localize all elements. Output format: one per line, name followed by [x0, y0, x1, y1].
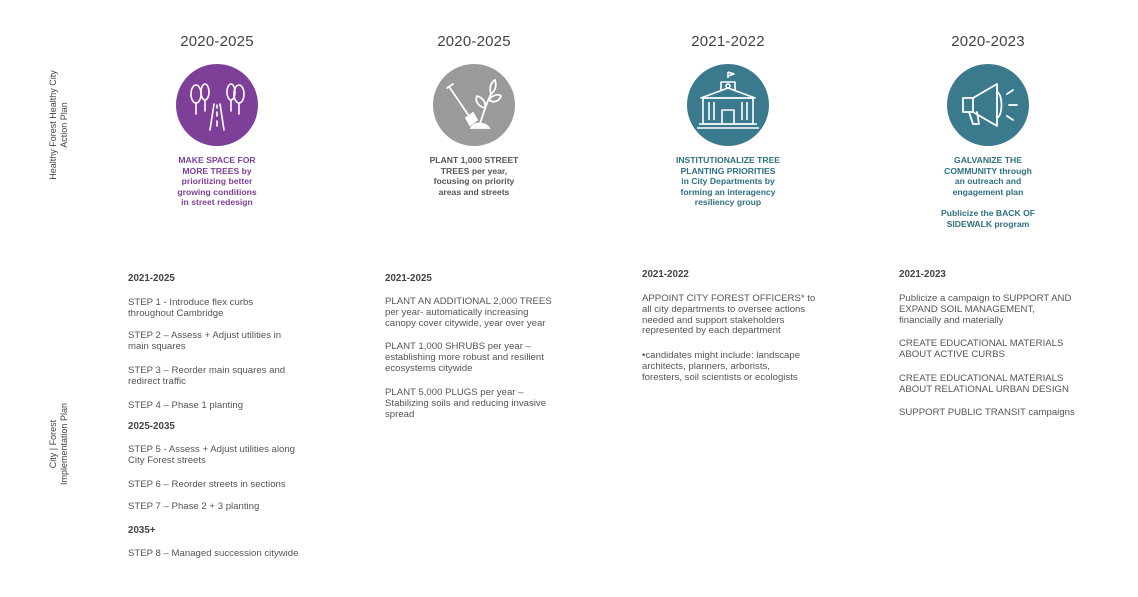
caption-line: an outreach and — [954, 176, 1022, 187]
text-line: STEP 5 - Assess + Adjust utilities along — [128, 444, 295, 455]
phase-heading: 2035+ — [128, 525, 156, 536]
caption-line: MAKE SPACE FOR — [178, 155, 256, 165]
step-text — [128, 480, 308, 491]
plan-text — [385, 342, 575, 374]
text-line: SUPPORT PUBLIC TRANSIT campaigns — [899, 407, 1075, 418]
text-line: City Forest streets — [128, 454, 206, 466]
text-line: STEP 6 – Reorder streets in sections — [128, 479, 286, 490]
text-line: EXPAND SOIL MANAGEMENT, — [899, 303, 1035, 315]
text-line: STEP 8 – Managed succession citywide — [128, 548, 299, 559]
text-line: all city departments to oversee actions — [642, 303, 806, 315]
step-text — [128, 366, 308, 388]
plan-text — [899, 408, 1099, 419]
text-line: STEP 1 - Introduce flex curbs — [128, 297, 254, 308]
plan-text — [642, 294, 837, 337]
caption-line: INSTITUTIONALIZE TREE — [675, 155, 781, 165]
step-text — [128, 401, 308, 412]
caption-line: PLANTING PRIORITIES — [680, 165, 776, 176]
text-line: establishing more robust and resilient — [385, 351, 544, 363]
text-line: CREATE EDUCATIONAL MATERIALS — [899, 338, 1064, 349]
caption-line: MORE TREES by — [182, 165, 252, 176]
text-line: ABOUT ACTIVE CURBS — [899, 348, 1005, 360]
implementation-block-2 — [385, 0, 585, 597]
plan-text — [385, 297, 575, 329]
implementation-block-4 — [899, 0, 1109, 597]
caption-line: growing conditions — [177, 186, 257, 197]
plan-text — [899, 294, 1099, 326]
text-line: STEP 7 – Phase 2 + 3 planting — [128, 501, 260, 512]
caption-line: SIDEWALK program — [946, 218, 1030, 229]
implementation-plan-side-label — [48, 394, 72, 494]
phase-heading: 2021-2025 — [128, 273, 175, 284]
text-line: architects, planners, arborists, — [642, 360, 770, 372]
text-line: per year- automatically increasing — [385, 306, 529, 318]
text-line: STEP 3 – Reorder main squares and — [128, 365, 286, 376]
caption-line: in street redesign — [181, 197, 253, 208]
phase-heading: 2021-2023 — [899, 269, 946, 280]
column-year: 2020-2025 — [180, 33, 254, 50]
caption-line: GALVANIZE THE — [954, 155, 1022, 165]
side-label-line: Implementation Plan — [59, 402, 69, 486]
caption-line: prioritizing better — [181, 176, 253, 187]
plan-text — [385, 388, 575, 420]
caption-line: in City Departments by — [681, 176, 775, 187]
column-year: 2020-2025 — [437, 33, 511, 50]
phase-heading: 2021-2025 — [385, 273, 432, 284]
text-line: PLANT 5,000 PLUGS per year – — [385, 387, 524, 398]
caption-line: COMMUNITY through — [944, 165, 1032, 176]
text-line: STEP 2 – Assess + Adjust utilities in — [128, 330, 282, 341]
text-line: financially and materially — [899, 314, 1004, 326]
text-line: ABOUT RELATIONAL URBAN DESIGN — [899, 383, 1069, 395]
caption-line: focusing on priority — [433, 176, 515, 187]
text-line: APPOINT CITY FOREST OFFICERS* to — [642, 293, 816, 304]
caption-line: engagement plan — [952, 186, 1024, 197]
column-year: 2020-2023 — [951, 33, 1025, 50]
step-text — [128, 445, 328, 467]
text-line: spread — [385, 408, 415, 420]
text-line: PLANT AN ADDITIONAL 2,000 TREES — [385, 296, 552, 307]
caption-line: TREES per year, — [440, 165, 508, 176]
step-text — [128, 298, 308, 320]
caption-line: Publicize the BACK OF — [940, 208, 1036, 218]
implementation-block-1 — [128, 0, 328, 597]
text-line: foresters, soil scientists or ecologists — [642, 371, 798, 383]
caption-line: PLANT 1,000 STREET — [429, 155, 519, 165]
plan-text — [899, 339, 1099, 361]
text-line: throughout Cambridge — [128, 307, 224, 319]
implementation-block-3 — [642, 0, 842, 597]
phase-heading: 2021-2022 — [642, 269, 689, 280]
caption-line: resiliency group — [694, 197, 762, 208]
plan-text — [642, 351, 837, 383]
text-line: Stabilizing soils and reducing invasive — [385, 397, 547, 409]
step-text — [128, 331, 308, 353]
action-plan-side-label — [48, 55, 72, 195]
text-line: PLANT 1,000 SHRUBS per year – — [385, 341, 531, 352]
text-line: main squares — [128, 340, 186, 352]
side-label-line: Healthy Forest Healthy City — [48, 70, 58, 180]
text-line: ecosystems citywide — [385, 362, 473, 374]
text-line: canopy cover citywide, year over year — [385, 317, 546, 329]
text-line: STEP 4 – Phase 1 planting — [128, 400, 244, 411]
side-label-line: Action Plan — [59, 102, 69, 148]
side-label-line: City | Forest — [48, 419, 58, 469]
text-line: needed and support stakeholders — [642, 314, 785, 326]
text-line: redirect traffic — [128, 375, 186, 387]
step-text — [128, 549, 308, 560]
column-year: 2021-2022 — [691, 33, 765, 50]
step-text — [128, 502, 308, 513]
text-line: represented by each department — [642, 325, 781, 337]
text-line: CREATE EDUCATIONAL MATERIALS — [899, 373, 1064, 384]
caption-line: areas and streets — [438, 186, 510, 197]
plan-text — [899, 374, 1099, 396]
phase-heading: 2025-2035 — [128, 421, 175, 432]
caption-line: forming an interagency — [680, 186, 776, 197]
text-line: •candidates might include: landscape — [642, 350, 801, 361]
text-line: Publicize a campaign to SUPPORT AND — [899, 293, 1072, 304]
